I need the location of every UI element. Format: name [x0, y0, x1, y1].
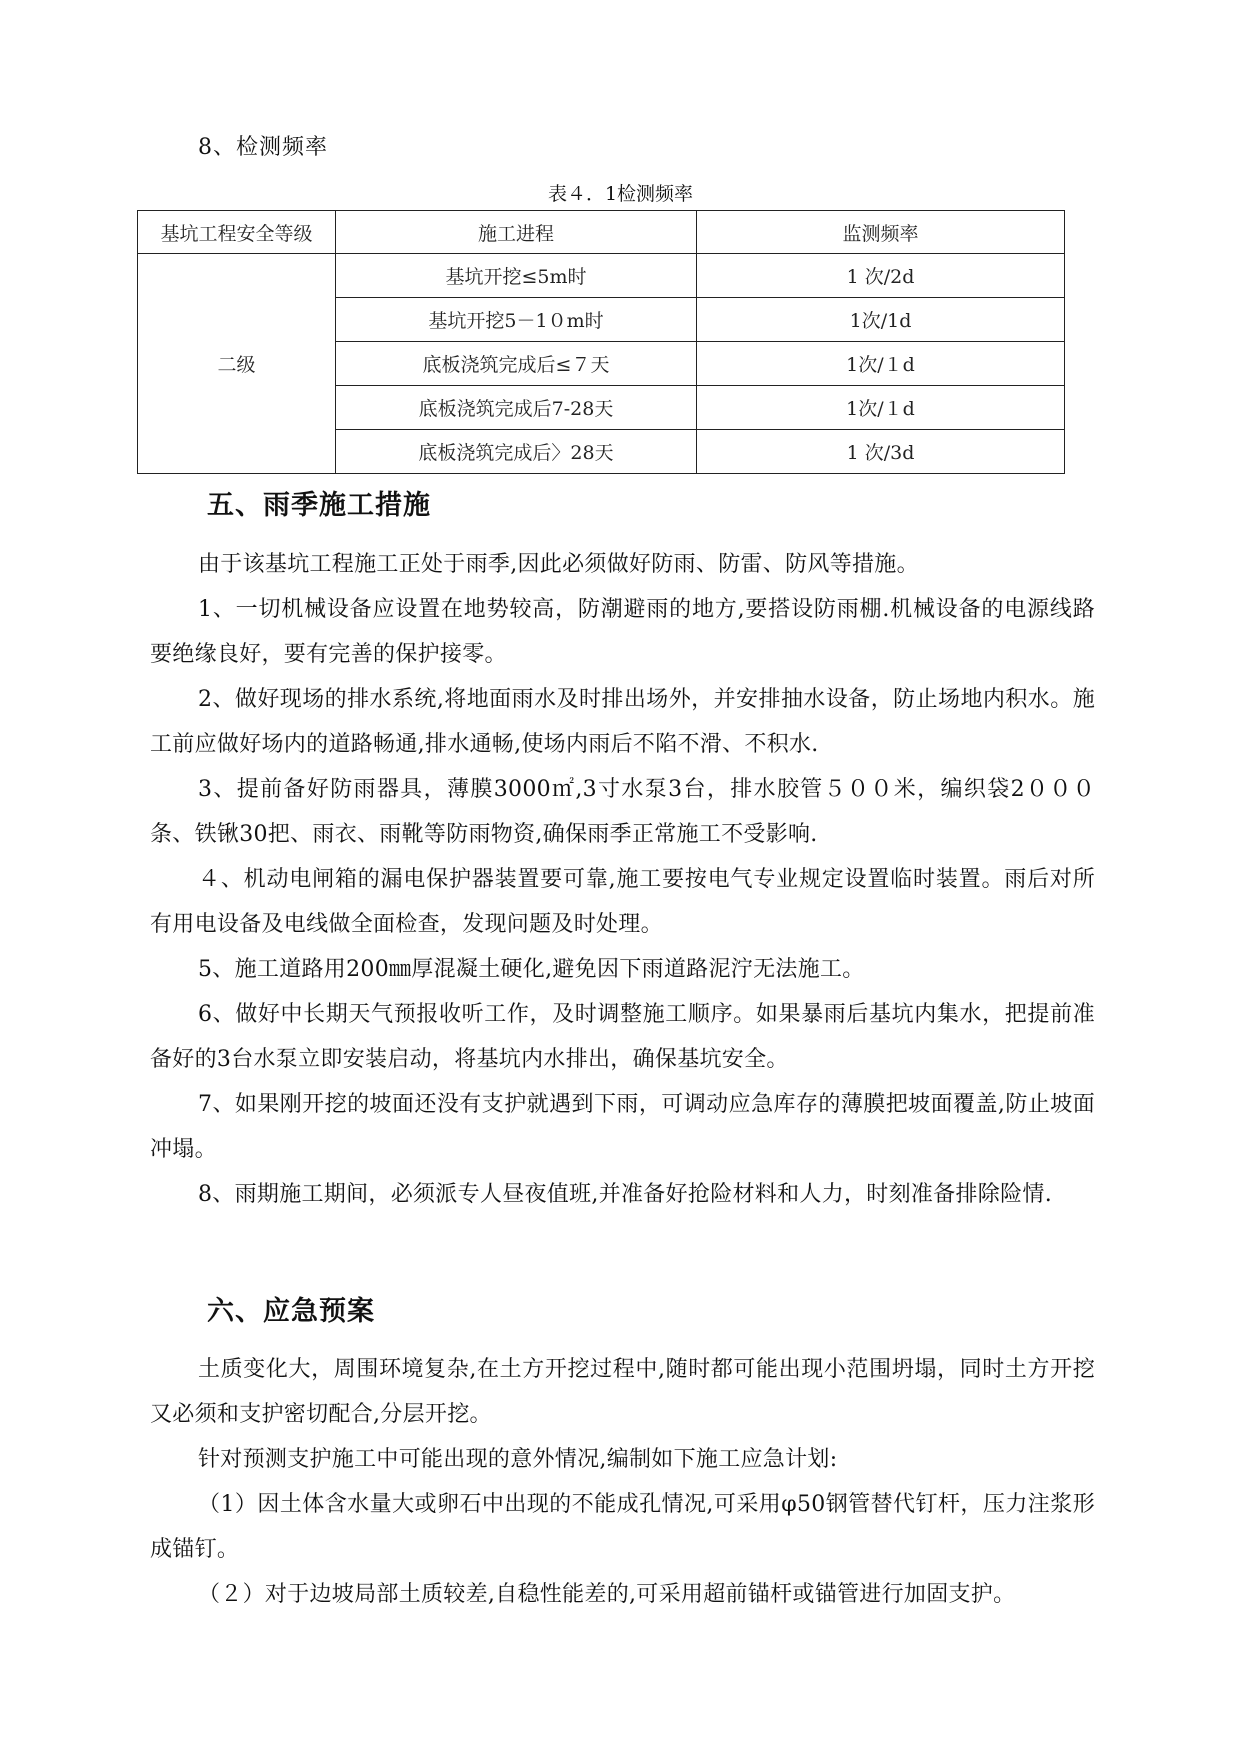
paragraph: 3、提前备好防雨器具，薄膜3000㎡,3寸水泵3台，排水胶管５００米，编织袋2０００条、铁锹30把、雨衣、雨靴等防雨物资,确保雨季正常施工不受影响. [150, 777, 1095, 847]
process-cell: 底板浇筑完成后≤７天 [336, 342, 697, 386]
process-cell: 基坑开挖5－1０m时 [336, 298, 697, 342]
paragraph: （1）因土体含水量大或卵石中出现的不能成孔情况,可采用φ50钢管替代钉杆，压力注浆形成锚钉。 [150, 1492, 1095, 1562]
table-header-row [138, 211, 1065, 254]
table-caption: 表４．1检测频率 [547, 183, 694, 205]
paragraph: 8、雨期施工期间，必须派专人昼夜值班,并准备好抢险材料和人力，时刻准备排除险情. [198, 1182, 1052, 1207]
section-title-rainy-season: 五、雨季施工措施 [207, 490, 431, 521]
frequency-cell: 1次/1d [697, 298, 1065, 342]
paragraph: 由于该基坑工程施工正处于雨季,因此必须做好防雨、防雷、防风等措施。 [198, 552, 919, 577]
frequency-cell: 1 次/2d [697, 254, 1065, 298]
frequency-cell: 1 次/3d [697, 430, 1065, 474]
paragraph: 5、施工道路用200㎜厚混凝土硬化,避免因下雨道路泥泞无法施工。 [198, 957, 865, 982]
table-row [138, 254, 1065, 298]
process-cell: 底板浇筑完成后〉28天 [336, 430, 697, 474]
table-header-cell: 监测频率 [697, 211, 1065, 254]
item-heading: 8、检测频率 [198, 135, 328, 160]
paragraph: 土质变化大，周围环境复杂,在土方开挖过程中,随时都可能出现小范围坍塌，同时土方开挖又必须和支护密切配合,分层开挖。 [150, 1357, 1095, 1427]
table-header-cell: 施工进程 [336, 211, 697, 254]
paragraph: （２）对于边坡局部土质较差,自稳性能差的,可采用超前锚杆或锚管进行加固支护。 [198, 1582, 1016, 1607]
paragraph: 1、一切机械设备应设置在地势较高，防潮避雨的地方,要搭设防雨棚.机械设备的电源线路要绝缘良好，要有完善的保护接零。 [150, 597, 1095, 667]
emergency-plan-content [150, 1347, 1095, 1617]
safety-grade-cell: 二级 [138, 254, 336, 474]
process-cell: 底板浇筑完成后7-28天 [336, 386, 697, 430]
process-cell: 基坑开挖≤5m时 [336, 254, 697, 298]
paragraph: ４、机动电闸箱的漏电保护器装置要可靠,施工要按电气专业规定设置临时装置。雨后对所有用电设备及电线做全面检查，发现问题及时处理。 [150, 867, 1095, 937]
table-header-cell: 基坑工程安全等级 [138, 211, 336, 254]
paragraph: 2、做好现场的排水系统,将地面雨水及时排出场外，并安排抽水设备，防止场地内积水。施工前应做好场内的道路畅通,排水通畅,使场内雨后不陷不滑、不积水. [150, 687, 1095, 757]
monitoring-frequency-table [137, 210, 1065, 474]
frequency-cell: 1次/１d [697, 386, 1065, 430]
paragraph: 6、做好中长期天气预报收听工作，及时调整施工顺序。如果暴雨后基坑内集水，把提前准备好的3台水泵立即安装启动，将基坑内水排出，确保基坑安全。 [150, 1002, 1095, 1072]
frequency-cell: 1次/１d [697, 342, 1065, 386]
paragraph: 针对预测支护施工中可能出现的意外情况,编制如下施工应急计划: [198, 1447, 838, 1472]
rainy-season-measures [150, 542, 1095, 1217]
section-title-emergency-plan: 六、应急预案 [207, 1296, 375, 1327]
paragraph: 7、如果刚开挖的坡面还没有支护就遇到下雨，可调动应急库存的薄膜把坡面覆盖,防止坡面冲塌。 [150, 1092, 1095, 1162]
